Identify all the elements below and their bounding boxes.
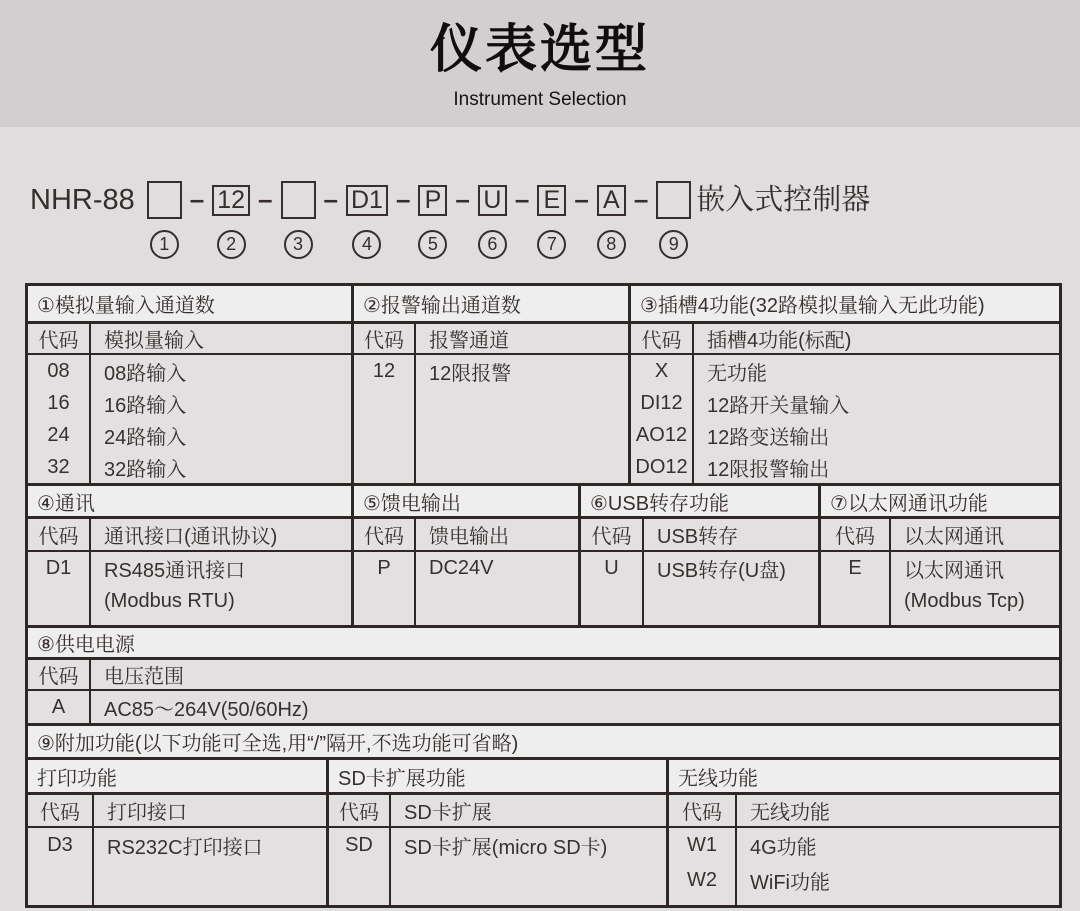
desc-cell: 12限报警 [429, 362, 512, 385]
page-subtitle: Instrument Selection [453, 89, 627, 110]
desc-cell: DC24V [429, 557, 494, 579]
model-segment-3 [281, 178, 316, 259]
dash-separator: – [633, 184, 649, 214]
dash-separator: – [574, 184, 589, 214]
section-power-supply [28, 628, 1059, 723]
segment-circle-2: 2 [217, 230, 246, 259]
model-segment-5 [418, 178, 447, 259]
section-print-function [28, 760, 326, 905]
code-column-header: 代码 [28, 660, 89, 691]
desc-cell: (Modbus RTU) [104, 590, 235, 612]
segment-circle-9: 9 [659, 230, 688, 259]
model-prefix: NHR-88 [30, 184, 135, 216]
code-column-header: 代码 [329, 795, 389, 828]
desc-cell: 12限报警输出 [707, 458, 830, 481]
desc-cell: WiFi功能 [750, 872, 830, 894]
model-box-7: E [537, 185, 566, 216]
desc-cell: AC85～264V(50/60Hz) [104, 698, 309, 721]
desc-cell: 以太网通讯 [904, 560, 1004, 582]
desc-column-header: 馈电输出 [416, 519, 578, 552]
model-suffix: 嵌入式控制器 [696, 184, 871, 216]
section-title: ①模拟量输入通道数 [28, 286, 351, 324]
code-cell [821, 585, 889, 618]
section-title: ③插槽4功能(32路模拟量输入无此功能) [631, 286, 1059, 324]
section-ethernet [818, 486, 1059, 625]
model-box-4: D1 [346, 185, 388, 216]
code-cell: D3 [47, 834, 73, 856]
code-cell: X [654, 359, 669, 382]
code-column-header: 代码 [28, 519, 89, 552]
code-cell: 12 [372, 359, 396, 382]
segment-circle-7: 7 [537, 230, 566, 259]
section-additional-functions-note: ⑨附加功能(以下功能可全选,用“/”隔开,不选功能可省略) [28, 723, 1059, 757]
dash-separator: – [258, 184, 273, 214]
desc-cell: 无功能 [707, 362, 767, 385]
model-segment-4 [346, 178, 388, 259]
model-code-line [30, 178, 870, 259]
section-slot4-function [628, 286, 1059, 483]
band-comm-power-usb-ethernet [28, 483, 1059, 625]
section-analog-input-channels [28, 286, 351, 483]
desc-column-header: 报警通道 [416, 324, 628, 355]
title-band [0, 0, 1080, 127]
code-column-header: 代码 [669, 795, 735, 828]
dash-separator: – [514, 184, 530, 214]
code-cell: 32 [47, 455, 70, 478]
desc-cell: (Modbus Tcp) [904, 590, 1025, 612]
section-sd-card-expansion [326, 760, 666, 905]
model-box-5: P [418, 185, 447, 216]
section-usb-transfer [578, 486, 818, 625]
code-cell: DI12 [640, 391, 683, 414]
segment-circle-6: 6 [478, 230, 507, 259]
section-title: SD卡扩展功能 [329, 760, 666, 795]
desc-cell: 32路输入 [104, 458, 187, 481]
model-box-1 [147, 181, 182, 219]
model-box-2: 12 [212, 185, 250, 216]
desc-cell: 12路开关量输入 [707, 394, 850, 417]
desc-cell: 24路输入 [104, 426, 187, 449]
model-box-3 [281, 181, 316, 219]
model-box-6: U [478, 185, 507, 216]
desc-cell: 08路输入 [104, 362, 187, 385]
segment-circle-1: 1 [150, 230, 179, 259]
segment-circle-8: 8 [597, 230, 626, 259]
code-cell: 24 [47, 423, 70, 446]
section-alarm-output-channels [351, 286, 628, 483]
model-segment-6 [478, 178, 507, 259]
desc-cell: 16路输入 [104, 394, 187, 417]
band-additional-functions [28, 757, 1059, 905]
code-cell: SD [345, 834, 373, 856]
code-column-header: 代码 [354, 324, 414, 355]
desc-column-header: 电压范围 [91, 660, 1059, 691]
desc-cell: USB转存(U盘) [657, 560, 786, 582]
code-column-header: 代码 [821, 519, 889, 552]
section-title: ④通讯 [28, 486, 351, 519]
section-communication [28, 486, 351, 625]
desc-column-header: 无线功能 [737, 795, 1059, 828]
section-wireless-function [666, 760, 1059, 905]
model-segment-2 [212, 178, 250, 259]
desc-column-header: 通讯接口(通讯协议) [91, 519, 351, 552]
dash-separator: – [189, 184, 205, 214]
model-segment-8 [597, 178, 626, 259]
section-title: 无线功能 [669, 760, 1059, 795]
section-title: ⑧供电电源 [28, 628, 1059, 660]
code-column-header: 代码 [581, 519, 642, 552]
segment-circle-4: 4 [352, 230, 381, 259]
code-cell: E [848, 557, 862, 579]
code-column-header: 代码 [28, 795, 92, 828]
selection-table [25, 283, 1062, 908]
desc-cell: RS232C打印接口 [107, 837, 263, 859]
desc-column-header: 模拟量输入 [91, 324, 351, 355]
model-box-9 [656, 181, 691, 219]
model-segment-7 [537, 178, 566, 259]
code-cell: D1 [45, 557, 72, 579]
desc-column-header: 以太网通讯 [891, 519, 1059, 552]
section-title: ⑦以太网通讯功能 [821, 486, 1059, 519]
section-title: 打印功能 [28, 760, 326, 795]
code-cell: W1 [687, 834, 717, 856]
code-column-header: 代码 [354, 519, 414, 552]
segment-circle-5: 5 [418, 230, 447, 259]
band-power-supply [28, 625, 1059, 723]
code-cell: A [51, 695, 66, 718]
desc-cell: 12路变送输出 [707, 426, 830, 449]
band-input-alarm-slot [28, 286, 1059, 483]
dash-separator: – [323, 184, 338, 214]
code-cell: U [604, 557, 619, 579]
code-cell: DO12 [635, 455, 688, 478]
code-cell: AO12 [635, 423, 688, 446]
section-title: ⑥USB转存功能 [581, 486, 818, 519]
desc-cell: RS485通讯接口 [104, 560, 246, 582]
model-segment-9 [656, 178, 691, 259]
code-column-header: 代码 [28, 324, 89, 355]
model-segment-1 [147, 178, 182, 259]
desc-cell: SD卡扩展(micro SD卡) [404, 837, 608, 859]
desc-column-header: SD卡扩展 [391, 795, 666, 828]
desc-column-header: 打印接口 [94, 795, 326, 828]
model-box-8: A [597, 185, 626, 216]
section-feed-power-output [351, 486, 578, 625]
code-cell: 08 [47, 359, 70, 382]
code-cell: P [377, 557, 391, 579]
segment-circle-3: 3 [284, 230, 313, 259]
code-column-header: 代码 [631, 324, 692, 355]
dash-separator: – [395, 184, 411, 214]
desc-column-header: USB转存 [644, 519, 818, 552]
code-cell [28, 585, 89, 618]
dash-separator: – [455, 184, 470, 214]
code-cell: 16 [47, 391, 70, 414]
desc-column-header: 插槽4功能(标配) [694, 324, 1059, 355]
desc-cell: 4G功能 [750, 837, 817, 859]
code-cell: W2 [687, 869, 717, 891]
page-title: 仪表选型 [429, 21, 650, 79]
section-title: ②报警输出通道数 [354, 286, 628, 324]
section-title: ⑤馈电输出 [354, 486, 578, 519]
